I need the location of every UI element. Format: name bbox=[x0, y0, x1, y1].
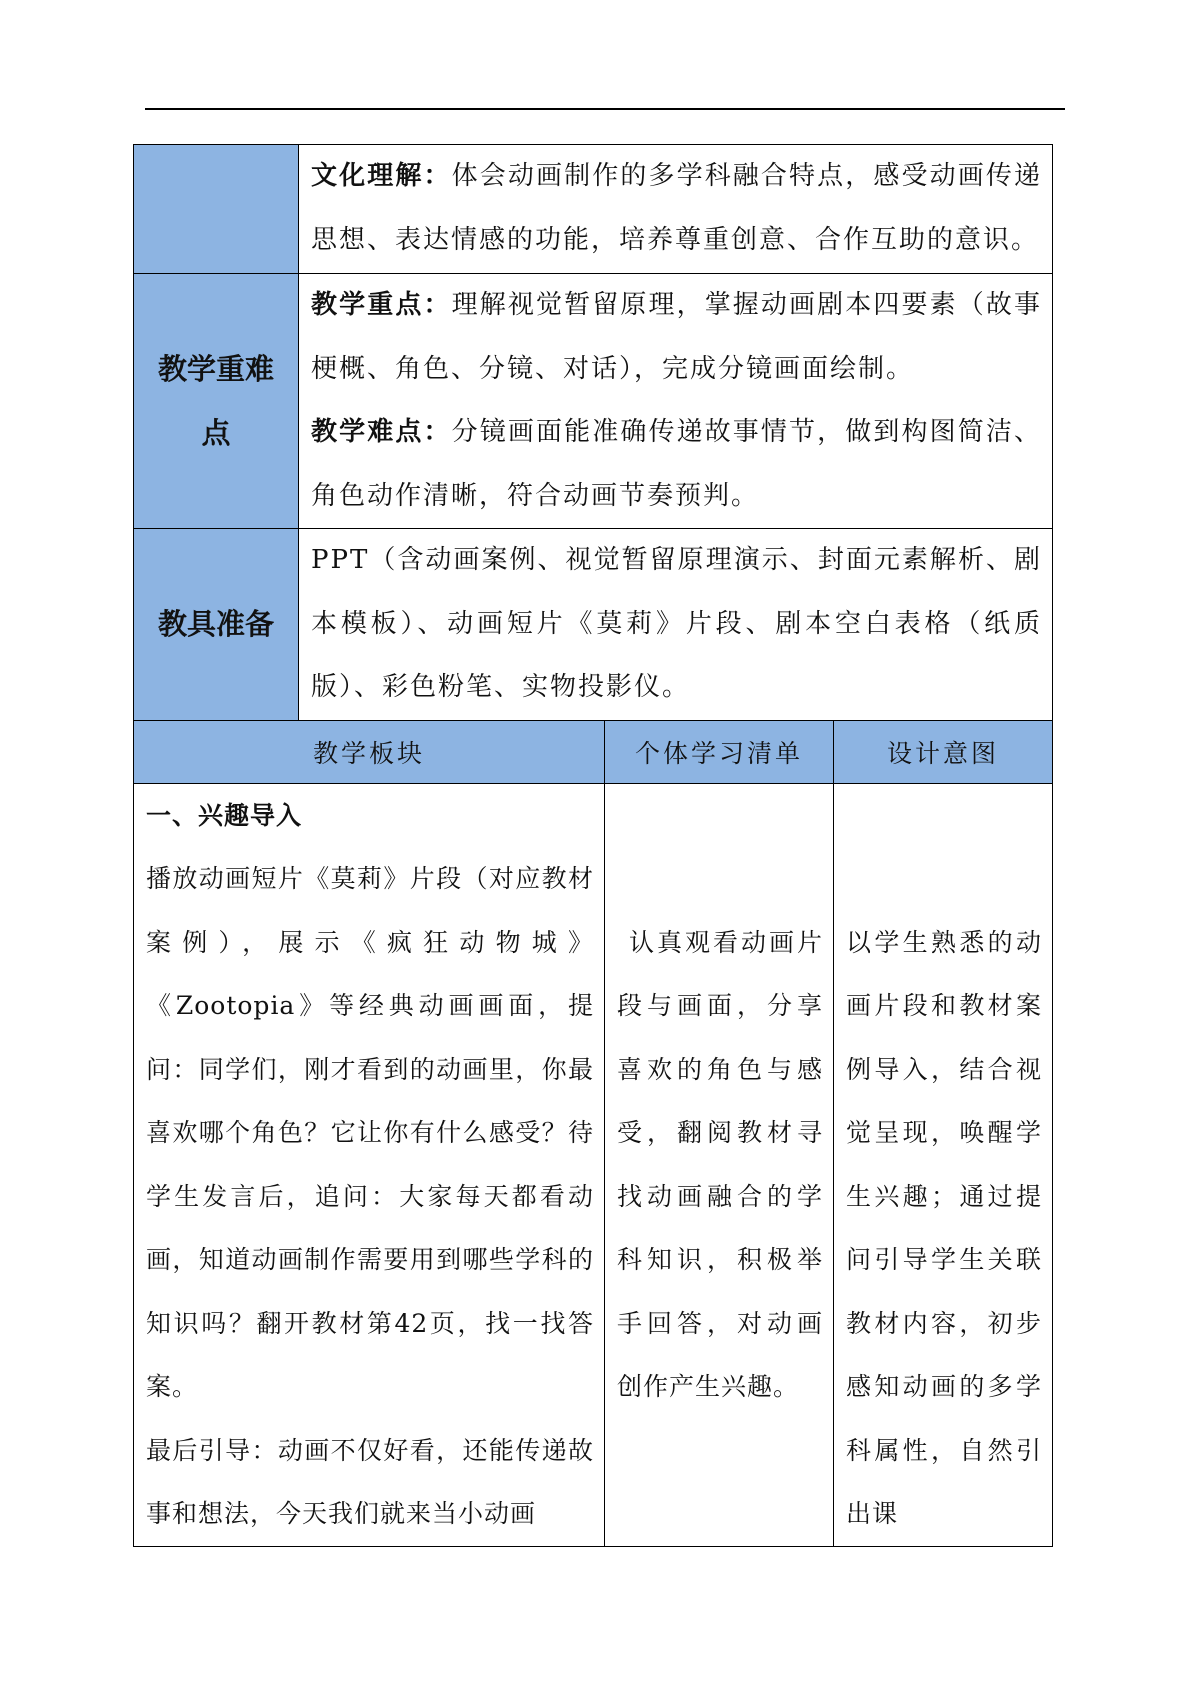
header-rule bbox=[145, 108, 1065, 110]
tools-label: 教具准备 bbox=[134, 529, 299, 721]
key-point-text: 理解视觉暂留原理，掌握动画剧本四要素（故事梗概、角色、分镜、对话），完成分镜画面绘制。 bbox=[311, 290, 1043, 384]
focus-row bbox=[134, 274, 1053, 529]
difficulty-lead: 教学难点： bbox=[311, 417, 452, 447]
section1-teaching-para2: 最后引导：动画不仅好看，还能传递故事和想法，今天我们就来当小动画 bbox=[146, 1435, 594, 1528]
key-point-lead: 教学重点： bbox=[311, 290, 452, 320]
column-header-intent: 设计意图 bbox=[834, 720, 1053, 783]
tools-row bbox=[134, 529, 1053, 721]
section1-title: 一、兴趣导入 bbox=[146, 800, 303, 830]
section1-teaching-para1: 播放动画短片《莫莉》片段（对应教材案例），展示《疯狂动物城》《Zootopia》等经典动画画面，提问：同学们，刚才看到的动画里，你最喜欢哪个角色？它让你有什么感受？待学生发言后，追问：大家每天都看动画，知道动画制作需要用到哪些学科的知识吗？翻开教材第42页，找一找答案。 bbox=[146, 864, 594, 1401]
focus-content bbox=[299, 274, 1053, 529]
section1-intent-cell bbox=[834, 783, 1053, 1546]
section1-checklist-text: 认真观看动画片段与画面，分享喜欢的角色与感受，翻阅教材寻找动画融合的学科知识，积极举手回答，对动画创作产生兴趣。 bbox=[617, 927, 823, 1401]
lesson-plan-table bbox=[133, 144, 1053, 1547]
tools-text: PPT（含动画案例、视觉暂留原理演示、封面元素解析、剧本模板）、动画短片《莫莉》片段、剧本空白表格（纸质版）、彩色粉笔、实物投影仪。 bbox=[311, 545, 1043, 702]
culture-content bbox=[299, 145, 1053, 274]
column-header-checklist: 个体学习清单 bbox=[605, 720, 834, 783]
tools-content bbox=[299, 529, 1053, 721]
culture-label-cell bbox=[134, 145, 299, 274]
column-header-row bbox=[134, 720, 1053, 783]
culture-lead: 文化理解： bbox=[311, 161, 452, 191]
culture-text: 体会动画制作的多学科融合特点，感受动画传递思想、表达情感的功能，培养尊重创意、合作互助的意识。 bbox=[311, 161, 1043, 255]
section1-row bbox=[134, 783, 1053, 1546]
culture-row bbox=[134, 145, 1053, 274]
focus-label: 教学重难点 bbox=[134, 274, 299, 529]
section1-intent-text: 以学生熟悉的动画片段和教材案例导入，结合视觉呈现，唤醒学生兴趣；通过提问引导学生关联教材内容，初步感知动画的多学科属性，自然引出课 bbox=[846, 927, 1043, 1528]
section1-teaching-cell bbox=[134, 783, 605, 1546]
column-header-block: 教学板块 bbox=[134, 720, 605, 783]
difficulty-text: 分镜画面能准确传递故事情节，做到构图简洁、角色动作清晰，符合动画节奏预判。 bbox=[311, 417, 1043, 511]
section1-checklist-cell bbox=[605, 783, 834, 1546]
